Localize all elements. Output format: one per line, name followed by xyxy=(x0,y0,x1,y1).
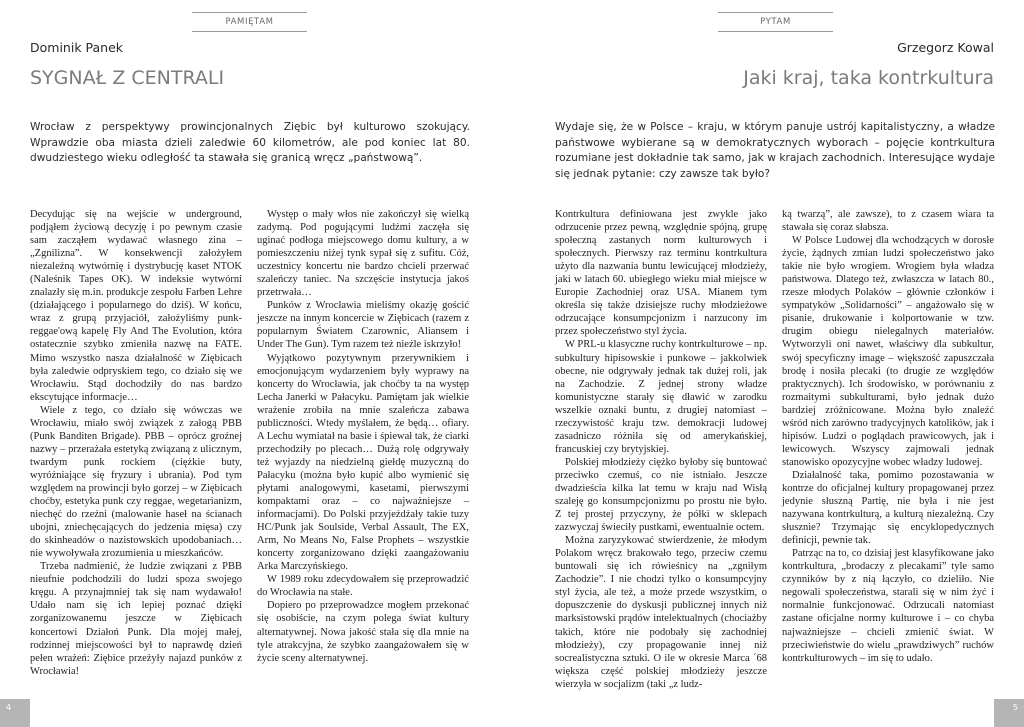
page-number-text: 4 xyxy=(6,703,12,712)
paragraph: ką twarzą”, ale zawsze), to z czasem wiara ta stawała się coraz słabsza. xyxy=(782,209,994,234)
paragraph: Dopiero po przeprowadzce mogłem przekonać się osobiście, na czym polega świat kultury alternatywnej. Nowa jakość stała się dla mnie na tyle atrakcyjna, że szybko zaangażowałem się w życie sceny alternatywnej. xyxy=(257,600,469,664)
paragraph: Decydując się na wejście w underground, podjąłem życiową decyzję i po pewnym czasie sam zacząłem wydawać własnego zina – „Zgnilizna”. W konsekwencji założyłem niezależną wytwórnię i dystrybucję kaset NTOK (Naleśnik Tapes OK). W indeksie wytwórni znalazły się m.in. produkcje zespołu Farben Lehre (działającego i popularnego do dziś). W końcu, wraz z grupą przyjaciół, założyliśmy punk-reggae'ową kapelę Fly And The Evolution, która ostatecznie szybko zmieniła nazwę na FATE. Mimo wszystko nasza działalność w Ziębicach była zaledwie odpryskiem tego, co działo się we Wrocławiu. Stąd dochodziły do nas bardzo ekscytujące informacje… xyxy=(30,209,242,403)
paragraph: Występ o mały włos nie zakończył się wielką zadymą. Pod pogującymi ludźmi zaczęła się uginać podłoga miejscowego domu kultury, a w pomieszczeniu niżej tynk sypał się z sufitu. Cóż, uczestnicy koncertu nie bardzo chcieli przerwać szaleńczy taniec. Na szczęście instytucja jakoś przetrwała… xyxy=(257,209,469,299)
paragraph: Można zaryzykować stwierdzenie, że młodym Polakom wręcz brakowało tego, przeciw czemu buntowali się ich rówieśnicy na „zgniłym Zachodzie”. I nie chodzi tylko o konsumpcyjny styl życia, ale też, a może przede wszystkim, o dopuszczenie do dyskusji publicznej innych niż marksistowski prądów intelektualnych (chociażby takich, które nie podobały się zachodniej młodzieży), czy propagowanie innej niż socrealistyczna sztuki. O ile w okresie Marca ´68 większa część polskiej młodzieży jeszcze wierzyła w socjalizm (taki „z ludz- xyxy=(555,535,767,690)
paragraph: Trzeba nadmienić, że ludzie związani z PBB nieufnie podchodzili do ludzi spoza swojego kręgu. A przynajmniej tak się nam wydawało! Udało nam się ich lepiej poznać dzięki zorganizowanemu jeszcze w Ziębicach koncertowi Działoń Punk. Dla mojej małej, rodzinnej miejscowości był to naprawdę dzień pełen wrażeń: Ziębice przeżyły najazd punków z Wrocławia! xyxy=(30,561,242,677)
page-number-text: 5 xyxy=(1012,703,1018,712)
paragraph: W Polsce Ludowej dla wchodzących w dorosłe życie, żądnych zmian ludzi społeczeństwo jako takie nie było wrogiem. Wrogiem była władza państwowa. Dlatego też, zwłaszcza w latach 80., rzesze młodych Polaków – głównie członków i sympatyków „Solidarności” – angażowało się w pisanie, drukowanie i kolportowanie w tzw. drugim obiegu nielegalnych materiałów. Wytworzyli oni nawet, właściwy dla subkultur, swój specyficzny image – większość zapuszczała brodę i nosiła plecaki (to drugie ze względów praktycznych). Ich środowisko, w porównaniu z rozmaitymi subkulturami, było jednak dużo bardziej zróżnicowane. Można było znaleźć wśród nich zarówno tradycyjnych katolików, jak i hipisów. Ludzi o poglądach prawicowych, jak i lewicowych. Wszyscy zajmowali jednak stanowisko opozycyjne wobec władzy ludowej. xyxy=(782,235,994,468)
paragraph: Działalność taka, pomimo pozostawania w kontrze do oficjalnej kultury propagowanej przez jedynie słuszną Partię, nie była i nie jest nazywana kontrkulturą, a kulturą niezależną. Czy słusznie? Trzymając się encyklopedycznych definicji, pewnie tak. xyxy=(782,469,994,547)
right-author: Grzegorz Kowal xyxy=(897,40,994,55)
right-column-1 xyxy=(555,208,767,691)
section-tag-pytam: PYTAM xyxy=(718,12,833,32)
left-author: Dominik Panek xyxy=(30,40,124,55)
paragraph: W 1989 roku zdecydowałem się przeprowadzić do Wrocławia na stałe. xyxy=(257,574,469,599)
left-column-2 xyxy=(257,208,469,665)
paragraph: Patrząc na to, co dzisiaj jest klasyfikowane jako kontrkultura, „brodaczy z plecakami” tyle samo czynników by z nią łączyło, co dzieliło. Nie negowali społeczeństwa, starali się w nim żyć i normalnie funkcjonować. Odrzucali natomiast zastane oficjalne normy kulturowe i – co chyba najważniejsze – chcieli zmienić świat. W przeciwieństwie do wielu „prawdziwych” ruchów kontrkulturowych – im się to udało. xyxy=(782,548,994,664)
paragraph: Wiele z tego, co działo się wówczas we Wrocławiu, miało swój związek z załogą PBB (Punk Banditen Brigade). PBB – oprócz groźnej nazwy – przerażała estetyką związaną z ulicznym, twardym punk rockiem (ciężkie buty, wyróżniające się fryzury i ubrania). Pod tym względem na prowincji było gorzej – w Ziębicach choćby, estetyka punk czy reggae, wegetarianizm, niechęć do rzeźni (malowanie haseł na ścianach ubojni, zniechęcających do jedzenia mięsa) czy do skinheadów o nazistowskich upodobaniach… nie wywoływała zrozumienia u mieszkańców. xyxy=(30,404,242,560)
paragraph: W PRL-u klasyczne ruchy kontrkulturowe – np. subkultury hipisowskie i punkowe – jakkolwiek obecne, nie odgrywały jednak tak dużej roli, jak na Zachodzie. Z jednej strony władze komunistyczne starały się dławić w zarodku wszelkie oznaki buntu, z drugiej natomiast – rzeczywistość kraju tzw. demokracji ludowej zasadniczo różniła się od amerykańskiej, francuskiej czy brytyjskiej. xyxy=(555,339,767,455)
left-column-1 xyxy=(30,208,242,678)
page-number-left xyxy=(0,699,30,727)
right-lead-paragraph: Wydaje się, że w Polsce – kraju, w którym panuje ustrój kapitalistyczny, a władze państwowe wybierane są w demokratycznych wyborach – pojęcie kontrkultura rozumiane jest dokładnie tak samo, jak w krajach zachodnich. Interesujące wydaje się jednak pytanie: czy zawsze tak było? xyxy=(555,121,995,180)
section-tag-pamietam: PAMIĘTAM xyxy=(192,12,307,32)
paragraph: Kontrkultura definiowana jest zwykle jako odrzucenie przez pewną, względnie spójną, grupę społeczną zastanych norm kulturowych i społecznych. Pierwszy raz terminu kontrkultura użyto dla nazwania buntu lewicującej młodzieży, jaki w latach 60. ubiegłego wieku miał miejsce w Europie Zachodniej oraz USA. Mianem tym określa się także dzisiejsze ruchy młodzieżowe odrzucające konsumpcjonizm i narzucony im przez społeczeństwo styl życia. xyxy=(555,209,767,338)
right-column-2 xyxy=(782,208,994,665)
right-article-title: Jaki kraj, taka kontrkultura xyxy=(743,67,994,89)
page-number-right xyxy=(994,699,1024,727)
paragraph: Punków z Wrocławia mieliśmy okazję gościć jeszcze na innym koncercie w Ziębicach (razem z popularnym Światem Czarownic, Aliansem i Under The Gun). Tym razem też nieźle iskrzyło! xyxy=(257,300,469,351)
paragraph: Wyjątkowo pozytywnym przerywnikiem i emocjonującym wydarzeniem były wyprawy na koncerty do Wrocławia, jak choćby ta na występ Lecha Janerki w Pałacyku. Pamiętam jak wielkie wrażenie zrobiła na mnie szaleńcza zabawa publiczności. Wtedy myślałem, że będą… ofiary. A Lechu wymiatał na basie i śpiewał tak, że ciarki przechodziły po plecach… Dużą rolę odgrywały też wyjazdy na niedzielną giełdę muzyczną do Pałacyku (można było kupić albo wymienić się płytami analogowymi, kasetami, pierwszymi kompaktami oraz – co najważniejsze – informacjami). Do Polski przyjeżdżały takie tuzy HC/Punk jak Soulside, Verbal Assault, The EX, Arm, No Means No, False Prophets – wszystkie koncerty zorganizowano dzięki zaangażowaniu Arka Marczyńskiego. xyxy=(257,352,469,573)
left-lead-paragraph: Wrocław z perspektywy prowincjonalnych Ziębic był kulturowo szokujący. Wprawdzie oba miasta dzieli zaledwie 60 kilometrów, ale pod koniec lat 80. dwudziestego wieku odległość ta stawała się granicą wręcz „państwową”. xyxy=(30,121,470,164)
paragraph: Polskiej młodzieży ciężko byłoby się buntować przeciwko czemuś, co nie istniało. Jeszcze dwadzieścia kilka lat temu w kraju nad Wisłą szaleję go konsumpcjonizmu po prostu nie było. Z tej prostej przyczyny, że półki w sklepach zazwyczaj świeciły pustkami, ewentualnie octem. xyxy=(555,456,767,534)
left-article-title: SYGNAŁ Z CENTRALI xyxy=(30,67,225,89)
